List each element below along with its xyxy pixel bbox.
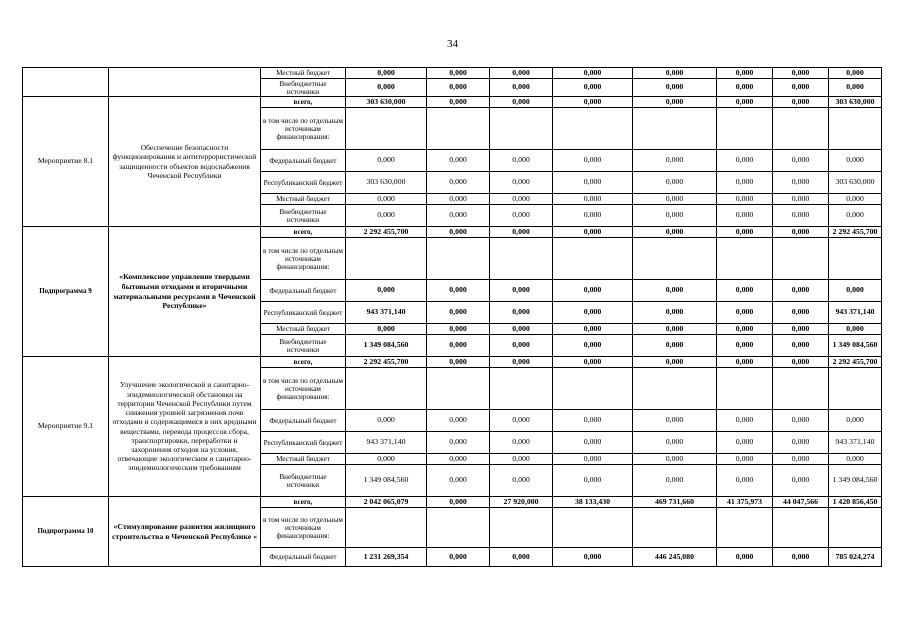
value-cell: 0,000 — [717, 465, 773, 497]
value-cell: 0,000 — [633, 280, 717, 302]
value-cell: 0,000 — [346, 454, 427, 465]
value-cell: 0,000 — [553, 68, 633, 79]
value-cell: 0,000 — [773, 548, 829, 567]
value-cell: 0,000 — [490, 79, 553, 97]
value-cell: 0,000 — [717, 410, 773, 432]
source-cell: Республиканский бюджет — [261, 302, 346, 324]
source-cell: Федеральный бюджет — [261, 548, 346, 567]
value-cell: 0,000 — [490, 548, 553, 567]
value-cell: 0,000 — [633, 79, 717, 97]
value-cell: 0,000 — [427, 410, 490, 432]
value-cell: 0,000 — [427, 227, 490, 238]
row-label-cell: Подпрограмма 9 — [23, 227, 109, 357]
source-cell: Местный бюджет — [261, 68, 346, 79]
value-cell: 0,000 — [773, 465, 829, 497]
value-cell: 0,000 — [490, 227, 553, 238]
value-cell: 0,000 — [633, 205, 717, 227]
value-cell: 0,000 — [427, 150, 490, 172]
value-cell: 0,000 — [717, 97, 773, 108]
source-cell: в том числе по отдельным источникам финансирования: — [261, 368, 346, 410]
value-cell: 1 349 084,560 — [346, 335, 427, 357]
value-cell: 0,000 — [829, 280, 882, 302]
value-cell: 0,000 — [717, 302, 773, 324]
source-cell: Федеральный бюджет — [261, 410, 346, 432]
value-cell: 0,000 — [829, 205, 882, 227]
value-cell — [490, 108, 553, 150]
value-cell: 0,000 — [490, 432, 553, 454]
value-cell: 44 047,566 — [773, 497, 829, 508]
value-cell — [490, 508, 553, 548]
value-cell: 0,000 — [490, 324, 553, 335]
value-cell: 0,000 — [553, 194, 633, 205]
value-cell — [773, 108, 829, 150]
value-cell: 0,000 — [717, 280, 773, 302]
value-cell: 0,000 — [427, 497, 490, 508]
value-cell: 0,000 — [717, 172, 773, 194]
value-cell: 0,000 — [773, 205, 829, 227]
value-cell: 0,000 — [427, 548, 490, 567]
value-cell: 0,000 — [427, 79, 490, 97]
value-cell: 2 292 455,700 — [346, 227, 427, 238]
value-cell: 0,000 — [773, 454, 829, 465]
value-cell: 0,000 — [829, 324, 882, 335]
value-cell: 38 133,430 — [553, 497, 633, 508]
value-cell — [633, 238, 717, 280]
table-row — [23, 497, 882, 508]
value-cell: 446 245,080 — [633, 548, 717, 567]
value-cell: 0,000 — [633, 335, 717, 357]
value-cell: 0,000 — [633, 97, 717, 108]
value-cell: 0,000 — [717, 79, 773, 97]
value-cell: 0,000 — [490, 465, 553, 497]
value-cell: 0,000 — [427, 357, 490, 368]
value-cell: 0,000 — [717, 194, 773, 205]
value-cell: 0,000 — [633, 357, 717, 368]
value-cell — [553, 238, 633, 280]
value-cell — [427, 108, 490, 150]
value-cell: 0,000 — [427, 324, 490, 335]
value-cell: 0,000 — [717, 227, 773, 238]
value-cell: 0,000 — [427, 172, 490, 194]
value-cell: 0,000 — [346, 79, 427, 97]
value-cell: 0,000 — [490, 97, 553, 108]
value-cell: 0,000 — [490, 302, 553, 324]
value-cell: 0,000 — [490, 150, 553, 172]
value-cell: 2 042 065,079 — [346, 497, 427, 508]
value-cell: 41 375,973 — [717, 497, 773, 508]
value-cell — [829, 108, 882, 150]
source-cell: всего, — [261, 97, 346, 108]
value-cell: 0,000 — [490, 410, 553, 432]
value-cell: 0,000 — [427, 465, 490, 497]
value-cell: 943 371,140 — [346, 302, 427, 324]
budget-table — [22, 67, 882, 567]
value-cell: 0,000 — [490, 335, 553, 357]
value-cell: 0,000 — [553, 97, 633, 108]
value-cell: 0,000 — [553, 227, 633, 238]
value-cell — [553, 368, 633, 410]
source-cell: Местный бюджет — [261, 324, 346, 335]
page-number: 34 — [447, 38, 458, 50]
value-cell: 0,000 — [717, 548, 773, 567]
value-cell: 0,000 — [717, 150, 773, 172]
activity-name-cell — [109, 68, 261, 97]
activity-name-cell: «Комплексное управление твердыми бытовыми отходами и вторичными материальными ресурсами в Чеченской Республике» — [109, 227, 261, 357]
value-cell — [490, 368, 553, 410]
value-cell: 0,000 — [633, 150, 717, 172]
value-cell: 0,000 — [427, 68, 490, 79]
value-cell: 0,000 — [633, 302, 717, 324]
table-row — [23, 227, 882, 238]
value-cell: 0,000 — [346, 194, 427, 205]
value-cell: 0,000 — [773, 172, 829, 194]
source-cell: в том числе по отдельным источникам финансирования: — [261, 238, 346, 280]
value-cell: 0,000 — [829, 68, 882, 79]
value-cell: 2 292 455,700 — [829, 357, 882, 368]
value-cell: 0,000 — [346, 410, 427, 432]
source-cell: Федеральный бюджет — [261, 280, 346, 302]
value-cell: 0,000 — [633, 454, 717, 465]
value-cell: 0,000 — [346, 324, 427, 335]
source-cell: Местный бюджет — [261, 194, 346, 205]
value-cell: 0,000 — [427, 432, 490, 454]
activity-name-cell: Улучшение экологической и санитарно-эпидемиологической обстановки на территории Чеченской Республики путем снижения уровней загрязнения почв отходами и содержащимися в них вредными веществами, перевода процессов сбора, транспортировки, переработки и захоронения отходов на условия, отвечающие экологическим и санитарно-эпидемиологическим требованиям — [109, 357, 261, 497]
value-cell: 0,000 — [553, 357, 633, 368]
value-cell: 0,000 — [490, 68, 553, 79]
value-cell: 943 371,140 — [829, 432, 882, 454]
value-cell: 0,000 — [427, 194, 490, 205]
value-cell: 2 292 455,700 — [829, 227, 882, 238]
value-cell: 0,000 — [346, 280, 427, 302]
value-cell: 0,000 — [633, 465, 717, 497]
value-cell — [427, 508, 490, 548]
value-cell: 0,000 — [773, 335, 829, 357]
value-cell: 303 630,000 — [829, 97, 882, 108]
value-cell — [773, 508, 829, 548]
value-cell — [773, 368, 829, 410]
value-cell — [829, 508, 882, 548]
value-cell: 0,000 — [633, 227, 717, 238]
value-cell: 0,000 — [717, 324, 773, 335]
value-cell — [346, 368, 427, 410]
value-cell: 0,000 — [633, 324, 717, 335]
value-cell: 0,000 — [717, 357, 773, 368]
value-cell: 0,000 — [553, 79, 633, 97]
value-cell: 0,000 — [553, 410, 633, 432]
value-cell: 0,000 — [490, 454, 553, 465]
value-cell: 0,000 — [773, 324, 829, 335]
value-cell: 0,000 — [773, 150, 829, 172]
value-cell — [427, 368, 490, 410]
value-cell: 0,000 — [553, 548, 633, 567]
source-cell: в том числе по отдельным источникам финансирования: — [261, 108, 346, 150]
value-cell: 0,000 — [829, 194, 882, 205]
value-cell: 0,000 — [427, 302, 490, 324]
table-row — [23, 68, 882, 79]
value-cell: 943 371,140 — [346, 432, 427, 454]
value-cell: 1 349 084,560 — [346, 465, 427, 497]
value-cell: 1 231 269,354 — [346, 548, 427, 567]
value-cell — [829, 368, 882, 410]
source-cell: всего, — [261, 497, 346, 508]
value-cell: 0,000 — [717, 335, 773, 357]
value-cell: 0,000 — [773, 280, 829, 302]
value-cell: 0,000 — [553, 454, 633, 465]
value-cell — [553, 108, 633, 150]
value-cell: 0,000 — [553, 432, 633, 454]
value-cell: 0,000 — [633, 172, 717, 194]
source-cell: Местный бюджет — [261, 454, 346, 465]
value-cell: 1 349 084,560 — [829, 335, 882, 357]
value-cell: 0,000 — [490, 280, 553, 302]
value-cell: 0,000 — [427, 205, 490, 227]
value-cell — [346, 508, 427, 548]
value-cell: 0,000 — [346, 205, 427, 227]
value-cell — [346, 108, 427, 150]
value-cell: 0,000 — [633, 432, 717, 454]
value-cell: 0,000 — [829, 79, 882, 97]
source-cell: всего, — [261, 227, 346, 238]
value-cell — [717, 108, 773, 150]
value-cell: 0,000 — [829, 150, 882, 172]
value-cell: 0,000 — [773, 194, 829, 205]
source-cell: Внебюджетные источники — [261, 205, 346, 227]
value-cell: 0,000 — [553, 280, 633, 302]
value-cell: 0,000 — [346, 68, 427, 79]
value-cell: 27 920,000 — [490, 497, 553, 508]
value-cell: 0,000 — [553, 324, 633, 335]
value-cell — [490, 238, 553, 280]
value-cell: 0,000 — [773, 97, 829, 108]
value-cell: 0,000 — [717, 432, 773, 454]
value-cell: 0,000 — [427, 335, 490, 357]
value-cell: 0,000 — [490, 172, 553, 194]
value-cell — [553, 508, 633, 548]
source-cell: Республиканский бюджет — [261, 172, 346, 194]
value-cell: 0,000 — [490, 194, 553, 205]
value-cell — [427, 238, 490, 280]
value-cell: 0,000 — [773, 302, 829, 324]
value-cell: 0,000 — [346, 150, 427, 172]
value-cell: 0,000 — [553, 335, 633, 357]
value-cell: 1 349 084,560 — [829, 465, 882, 497]
value-cell: 0,000 — [633, 410, 717, 432]
value-cell: 0,000 — [490, 357, 553, 368]
value-cell: 0,000 — [717, 205, 773, 227]
source-cell: Федеральный бюджет — [261, 150, 346, 172]
value-cell: 0,000 — [553, 150, 633, 172]
table-row — [23, 357, 882, 368]
row-label-cell: Мероприятие 9.1 — [23, 357, 109, 497]
value-cell: 0,000 — [427, 280, 490, 302]
value-cell: 0,000 — [427, 454, 490, 465]
value-cell — [829, 238, 882, 280]
row-label-cell: Подпрограмма 10 — [23, 497, 109, 567]
value-cell: 0,000 — [490, 205, 553, 227]
source-cell: Внебюджетные источники — [261, 79, 346, 97]
source-cell: Внебюджетные источники — [261, 335, 346, 357]
value-cell: 943 371,140 — [829, 302, 882, 324]
value-cell: 0,000 — [717, 454, 773, 465]
value-cell: 0,000 — [773, 410, 829, 432]
value-cell: 0,000 — [773, 357, 829, 368]
value-cell: 303 630,000 — [346, 172, 427, 194]
value-cell — [773, 238, 829, 280]
table-row — [23, 97, 882, 108]
value-cell — [346, 238, 427, 280]
source-cell: в том числе по отдельным источникам финансирования: — [261, 508, 346, 548]
value-cell: 303 630,000 — [829, 172, 882, 194]
activity-name-cell: Обеспечение безопасности функционирования и антитеррористической защищенности объектов водоснабжения Чеченской Республики — [109, 97, 261, 227]
value-cell: 0,000 — [773, 432, 829, 454]
value-cell — [633, 368, 717, 410]
row-label-cell: Мероприятие 8.1 — [23, 97, 109, 227]
source-cell: Республиканский бюджет — [261, 432, 346, 454]
value-cell: 0,000 — [553, 465, 633, 497]
value-cell: 0,000 — [633, 194, 717, 205]
value-cell: 0,000 — [633, 68, 717, 79]
value-cell: 0,000 — [553, 205, 633, 227]
value-cell — [633, 508, 717, 548]
source-cell: Внебюджетные источники — [261, 465, 346, 497]
value-cell — [717, 368, 773, 410]
source-cell: всего, — [261, 357, 346, 368]
value-cell: 0,000 — [553, 302, 633, 324]
value-cell: 2 292 455,700 — [346, 357, 427, 368]
value-cell: 0,000 — [553, 172, 633, 194]
activity-name-cell: «Стимулирование развития жилищного строительства в Чеченской Республике « — [109, 497, 261, 567]
value-cell: 0,000 — [773, 227, 829, 238]
value-cell: 0,000 — [773, 79, 829, 97]
value-cell: 469 731,660 — [633, 497, 717, 508]
value-cell: 1 420 856,450 — [829, 497, 882, 508]
value-cell — [717, 238, 773, 280]
row-label-cell — [23, 68, 109, 97]
value-cell: 0,000 — [427, 97, 490, 108]
value-cell: 0,000 — [773, 68, 829, 79]
value-cell: 0,000 — [717, 68, 773, 79]
value-cell — [717, 508, 773, 548]
value-cell: 785 024,274 — [829, 548, 882, 567]
value-cell: 303 630,000 — [346, 97, 427, 108]
value-cell — [633, 108, 717, 150]
value-cell: 0,000 — [829, 410, 882, 432]
value-cell: 0,000 — [829, 454, 882, 465]
